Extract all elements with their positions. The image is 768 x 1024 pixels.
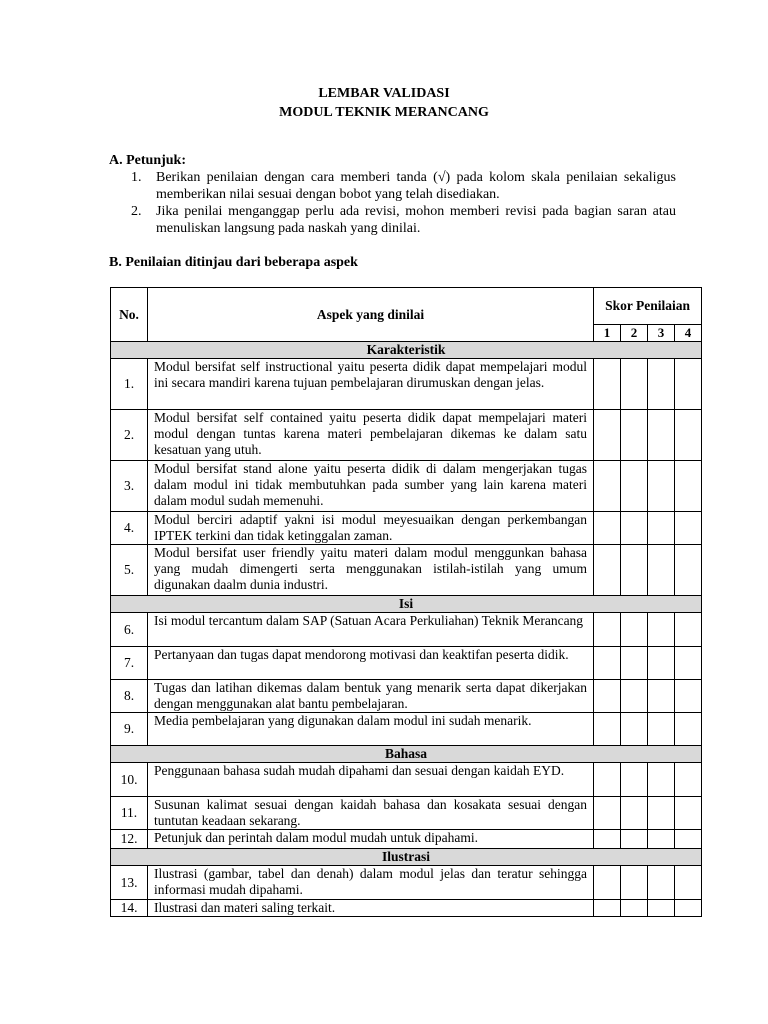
score-cell-1[interactable] <box>594 613 621 647</box>
row-number: 3. <box>111 461 148 512</box>
score-cell-2[interactable] <box>621 359 648 410</box>
section-a-heading: A. Petunjuk: <box>109 153 187 168</box>
score-cell-2[interactable] <box>621 647 648 680</box>
table-body <box>111 342 702 917</box>
score-cell-1[interactable] <box>594 545 621 596</box>
category-label: Isi <box>111 596 702 613</box>
aspect-text: Petunjuk dan perintah dalam modul mudah untuk dipahami. <box>148 830 594 849</box>
score-cell-2[interactable] <box>621 461 648 512</box>
aspect-text: Modul bersifat self instructional yaitu peserta didik dapat mempelajari modul ini secara mandiri karena tujuan pembelajaran dirumuskan dengan jelas. <box>148 359 594 410</box>
score-cell-3[interactable] <box>648 830 675 849</box>
row-number: 8. <box>111 680 148 713</box>
column-header-skor: Skor Penilaian <box>594 288 702 325</box>
aspect-text: Modul bersifat user friendly yaitu materi dalam modul menggunkan bahasa yang mudah dimengerti serta menggunakan istilah-istilah yang umum digunakan daalm dunia industri. <box>148 545 594 596</box>
score-cell-3[interactable] <box>648 545 675 596</box>
score-cell-4[interactable] <box>675 680 702 713</box>
table-row <box>111 410 702 461</box>
score-cell-4[interactable] <box>675 866 702 900</box>
table-row <box>111 461 702 512</box>
aspect-text: Ilustrasi (gambar, tabel dan denah) dalam modul jelas dan teratur sehingga informasi mudah dipahami. <box>148 866 594 900</box>
score-cell-4[interactable] <box>675 512 702 545</box>
score-cell-3[interactable] <box>648 797 675 830</box>
aspect-text: Susunan kalimat sesuai dengan kaidah bahasa dan kosakata sesuai dengan tuntutan keadaan sekarang. <box>148 797 594 830</box>
instruction-item <box>131 169 676 203</box>
score-cell-3[interactable] <box>648 359 675 410</box>
assessment-table <box>110 287 702 917</box>
row-number: 14. <box>111 900 148 917</box>
score-cell-4[interactable] <box>675 797 702 830</box>
score-cell-1[interactable] <box>594 680 621 713</box>
aspect-text: Pertanyaan dan tugas dapat mendorong motivasi dan keaktifan peserta didik. <box>148 647 594 680</box>
row-number: 13. <box>111 866 148 900</box>
score-cell-3[interactable] <box>648 647 675 680</box>
category-row <box>111 746 702 763</box>
category-row <box>111 849 702 866</box>
row-number: 5. <box>111 545 148 596</box>
row-number: 12. <box>111 830 148 849</box>
row-number: 4. <box>111 512 148 545</box>
score-cell-1[interactable] <box>594 647 621 680</box>
column-header-aspek: Aspek yang dinilai <box>148 288 594 342</box>
score-cell-2[interactable] <box>621 713 648 746</box>
score-cell-2[interactable] <box>621 680 648 713</box>
aspect-text: Modul bersifat stand alone yaitu peserta didik di dalam mengerjakan tugas dalam modul ini tidak membutuhkan pada sumber yang lain karena materi dalam modul sudah memenuhi. <box>148 461 594 512</box>
score-cell-4[interactable] <box>675 830 702 849</box>
score-cell-3[interactable] <box>648 680 675 713</box>
category-label: Ilustrasi <box>111 849 702 866</box>
score-cell-4[interactable] <box>675 613 702 647</box>
aspect-text: Isi modul tercantum dalam SAP (Satuan Acara Perkuliahan) Teknik Merancang <box>148 613 594 647</box>
category-row <box>111 342 702 359</box>
table-row <box>111 830 702 849</box>
score-cell-2[interactable] <box>621 512 648 545</box>
score-cell-4[interactable] <box>675 647 702 680</box>
score-cell-1[interactable] <box>594 797 621 830</box>
table-row <box>111 763 702 797</box>
score-cell-1[interactable] <box>594 866 621 900</box>
table-row <box>111 900 702 917</box>
score-cell-4[interactable] <box>675 545 702 596</box>
row-number: 1. <box>111 359 148 410</box>
table-row <box>111 713 702 746</box>
score-cell-2[interactable] <box>621 763 648 797</box>
score-cell-3[interactable] <box>648 461 675 512</box>
score-cell-1[interactable] <box>594 512 621 545</box>
score-header-2: 2 <box>621 325 648 342</box>
instruction-number: 1. <box>131 170 142 185</box>
row-number: 6. <box>111 613 148 647</box>
instruction-text: Jika penilai menganggap perlu ada revisi, mohon memberi revisi pada bagian saran atau menuliskan langsung pada naskah yang dinilai. <box>156 204 676 236</box>
category-label: Karakteristik <box>111 342 702 359</box>
column-header-no: No. <box>111 288 148 342</box>
score-cell-4[interactable] <box>675 359 702 410</box>
score-cell-4[interactable] <box>675 900 702 917</box>
section-b-heading: B. Penilaian ditinjau dari beberapa aspek <box>109 255 358 270</box>
score-cell-1[interactable] <box>594 713 621 746</box>
table-row <box>111 797 702 830</box>
score-cell-1[interactable] <box>594 359 621 410</box>
score-cell-3[interactable] <box>648 866 675 900</box>
document-title: LEMBAR VALIDASI <box>318 86 450 101</box>
row-number: 11. <box>111 797 148 830</box>
score-cell-1[interactable] <box>594 900 621 917</box>
score-cell-2[interactable] <box>621 900 648 917</box>
instruction-text: Berikan penilaian dengan cara memberi tanda (√) pada kolom skala penilaian sekaligus memberikan nilai sesuai dengan bobot yang telah disediakan. <box>156 170 676 202</box>
score-cell-4[interactable] <box>675 713 702 746</box>
table-row <box>111 613 702 647</box>
score-header-1: 1 <box>594 325 621 342</box>
row-number: 9. <box>111 713 148 746</box>
table-row <box>111 512 702 545</box>
row-number: 10. <box>111 763 148 797</box>
score-cell-2[interactable] <box>621 830 648 849</box>
table-row <box>111 680 702 713</box>
table-row <box>111 647 702 680</box>
aspect-text: Penggunaan bahasa sudah mudah dipahami dan sesuai dengan kaidah EYD. <box>148 763 594 797</box>
aspect-text: Tugas dan latihan dikemas dalam bentuk yang menarik serta dapat dikerjakan dengan menggunakan alat bantu pembelajaran. <box>148 680 594 713</box>
score-cell-1[interactable] <box>594 830 621 849</box>
score-cell-2[interactable] <box>621 410 648 461</box>
score-header-4: 4 <box>675 325 702 342</box>
score-cell-4[interactable] <box>675 763 702 797</box>
aspect-text: Modul berciri adaptif yakni isi modul meyesuaikan dengan perkembangan IPTEK terkini dan tidak ketinggalan zaman. <box>148 512 594 545</box>
table-row <box>111 866 702 900</box>
category-label: Bahasa <box>111 746 702 763</box>
score-cell-3[interactable] <box>648 512 675 545</box>
row-number: 7. <box>111 647 148 680</box>
table-row <box>111 359 702 410</box>
score-cell-3[interactable] <box>648 763 675 797</box>
score-cell-3[interactable] <box>648 900 675 917</box>
document-subtitle: MODUL TEKNIK MERANCANG <box>279 105 489 120</box>
score-cell-3[interactable] <box>648 613 675 647</box>
score-cell-4[interactable] <box>675 461 702 512</box>
score-cell-3[interactable] <box>648 410 675 461</box>
category-row <box>111 596 702 613</box>
score-cell-1[interactable] <box>594 763 621 797</box>
score-cell-1[interactable] <box>594 461 621 512</box>
score-cell-4[interactable] <box>675 410 702 461</box>
score-cell-2[interactable] <box>621 545 648 596</box>
score-header-3: 3 <box>648 325 675 342</box>
score-cell-2[interactable] <box>621 797 648 830</box>
aspect-text: Ilustrasi dan materi saling terkait. <box>148 900 594 917</box>
score-cell-2[interactable] <box>621 866 648 900</box>
instruction-item <box>131 203 676 237</box>
table-row <box>111 545 702 596</box>
aspect-text: Modul bersifat self contained yaitu peserta didik dapat mempelajari materi modul dengan tuntas karena materi pembelajaran dikemas ke dalam satu kesatuan yang utuh. <box>148 410 594 461</box>
score-cell-3[interactable] <box>648 713 675 746</box>
aspect-text: Media pembelajaran yang digunakan dalam modul ini sudah menarik. <box>148 713 594 746</box>
instruction-number: 2. <box>131 204 142 219</box>
row-number: 2. <box>111 410 148 461</box>
score-cell-2[interactable] <box>621 613 648 647</box>
score-cell-1[interactable] <box>594 410 621 461</box>
